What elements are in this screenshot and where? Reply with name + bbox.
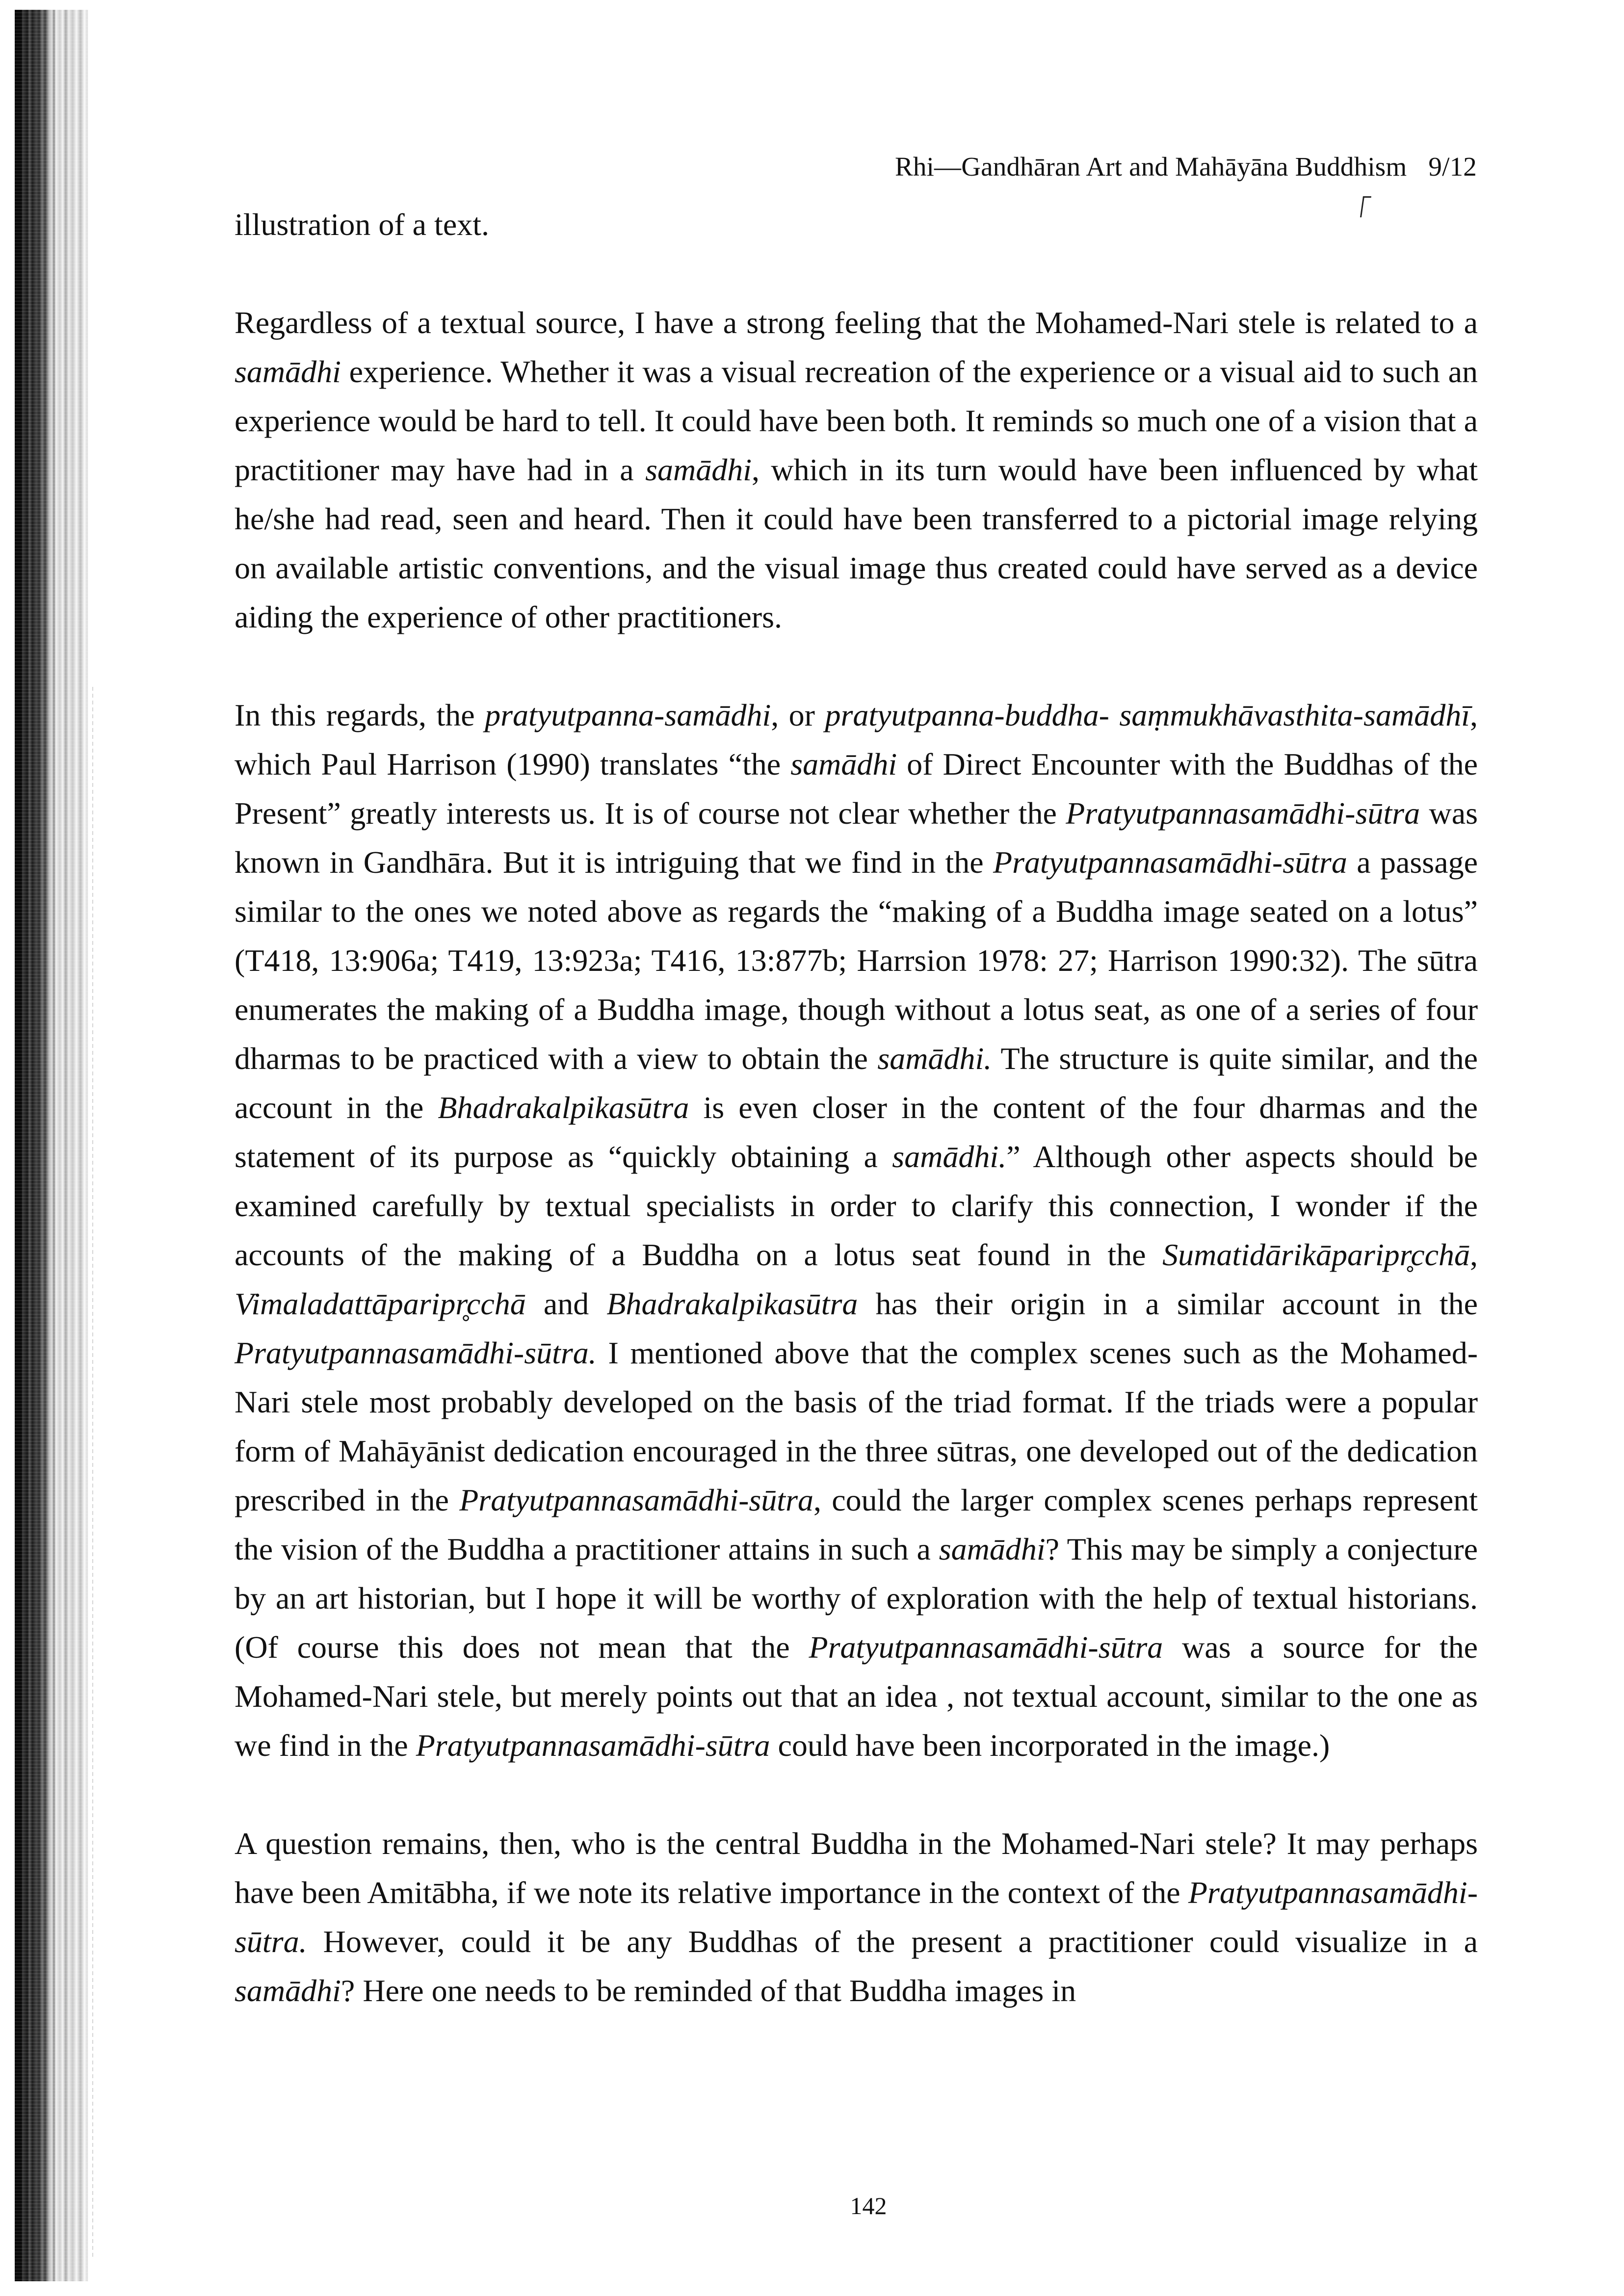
text-run: I mentioned above that the complex scenes such as the Mohamed-Nari stele most probably developed on the basis of the triad format. If the triads were a popular form of Mahāyānist dedication encouraged in the three sūtras, one developed out of the dedication prescribed in the: [235, 1335, 1478, 1517]
text-run: experience. Whether it was a visual recreation of the experience or a visual aid to such an experience would be hard to tell. It could have been both. It reminds so much one of a vision that a practitioner may have had in a: [235, 354, 1478, 487]
text-run: The structure is quite similar, and the account in the: [235, 1041, 1478, 1125]
paragraph: [235, 691, 1478, 1770]
scan-artifact-rule: [92, 687, 93, 2257]
text-run: has their origin in a similar account in the: [858, 1286, 1478, 1321]
text-run: ? This may be simply a conjecture by an art historian, but I hope it will be worthy of exploration with the help of textual historians. (Of course this does not mean that the: [235, 1532, 1478, 1665]
text-run: ,: [1470, 1237, 1478, 1272]
italic-term: Pratyutpannasamādhi-sūtra: [459, 1483, 813, 1517]
italic-term: Pratyutpannasamādhi-sūtra: [1066, 796, 1420, 831]
italic-term: samādhi: [645, 452, 752, 487]
italic-term: Pratyutpannasamādhi-sūtra: [993, 845, 1347, 880]
text-run: and: [525, 1286, 607, 1321]
text-run: A question remains, then, who is the central Buddha in the Mohamed-Nari stele? It may perhaps have been Amitābha, if we note its relative importance in the context of the: [235, 1826, 1478, 1910]
text-run: , which in its turn would have been influenced by what he/she had read, seen and heard. Then it could have been transferred to a pictorial image relying on available artistic conventions, and the visual image thus created could have served as a device aiding the experience of other practitioners.: [235, 452, 1478, 634]
italic-term: pratyutpanna-buddha- saṃmukhāvasthita-samādhī: [825, 698, 1470, 732]
running-header: [895, 147, 1477, 186]
italic-term: samādhi: [939, 1532, 1046, 1566]
italic-term: samādhi.: [892, 1139, 1007, 1174]
page-number: 142: [850, 2192, 887, 2219]
italic-term: samādhi: [235, 1973, 341, 2008]
italic-term: samādhi: [235, 354, 341, 389]
folio: 9/12: [1428, 152, 1477, 182]
scan-binding-shadow: [15, 10, 88, 2281]
text-run: is even closer in the content of the four dharmas and the statement of its purpose as “quickly obtaining a: [235, 1090, 1478, 1174]
running-title: Rhi—Gandhāran Art and Mahāyāna Buddhism: [894, 152, 1407, 182]
text-run: Regardless of a textual source, I have a strong feeling that the Mohamed-Nari stele is related to a: [235, 305, 1478, 340]
text-run: , or: [771, 698, 825, 732]
text-run: , could the larger complex scenes perhaps represent the vision of the Buddha a practitioner attains in such a: [235, 1483, 1478, 1566]
text-run: could have been incorporated in the image.): [770, 1728, 1330, 1763]
continuation-line: illustration of a text.: [235, 207, 489, 242]
italic-term: Vimaladattāparipr̥cchā: [235, 1286, 526, 1321]
italic-term: Sumatidārikāparipr̥cchā: [1162, 1237, 1470, 1272]
italic-term: samādhi: [790, 747, 897, 782]
text-run: , which Paul Harrison (1990) translates “the: [235, 698, 1478, 782]
text-run: was known in Gandhāra. But it is intriguing that we find in the: [235, 796, 1478, 880]
text-run: In this regards, the: [235, 698, 485, 732]
paragraph: [235, 298, 1478, 642]
italic-term: Bhadrakalpikasūtra: [438, 1090, 689, 1125]
italic-term: Pratyutpannasamādhi-sūtra.: [235, 1335, 597, 1370]
italic-term: Bhadrakalpikasūtra: [606, 1286, 858, 1321]
italic-term: pratyutpanna-samādhi: [485, 698, 771, 732]
text-run: ” Although other aspects should be examined carefully by textual specialists in order to clarify this connection, I wonder if the accounts of the making of a Buddha on a lotus seat found in the: [235, 1139, 1478, 1272]
italic-term: Pratyutpannasamādhi-sūtra: [416, 1728, 770, 1763]
paragraph: [235, 1819, 1478, 2015]
text-run: of Direct Encounter with the Buddhas of the Present” greatly interests us. It is of course not clear whether the: [235, 747, 1478, 831]
italic-term: samādhi.: [877, 1041, 992, 1076]
text-run: a passage similar to the ones we noted above as regards the “making of a Buddha image seated on a lotus” (T418, 13:906a; T419, 13:923a; T416, 13:877b; Harrsion 1978: 27; Harrison 1990:32). The sūtra enumerates the making of a Buddha image, though without a lotus seat, as one of a series of four dharmas to be practiced with a view to obtain the: [235, 845, 1478, 1076]
body-text: [235, 200, 1478, 2015]
text-run: However, could it be any Buddhas of the present a practitioner could visualize in a: [307, 1924, 1478, 1959]
italic-term: Pratyutpannasamādhi-sūtra.: [235, 1875, 1478, 1959]
italic-term: Pratyutpannasamādhi-sūtra: [809, 1630, 1163, 1665]
text-run: was a source for the Mohamed-Nari stele, but merely points out that an idea , not textual account, similar to the one as we find in the: [235, 1630, 1478, 1763]
text-run: ? Here one needs to be reminded of that Buddha images in: [341, 1973, 1076, 2008]
